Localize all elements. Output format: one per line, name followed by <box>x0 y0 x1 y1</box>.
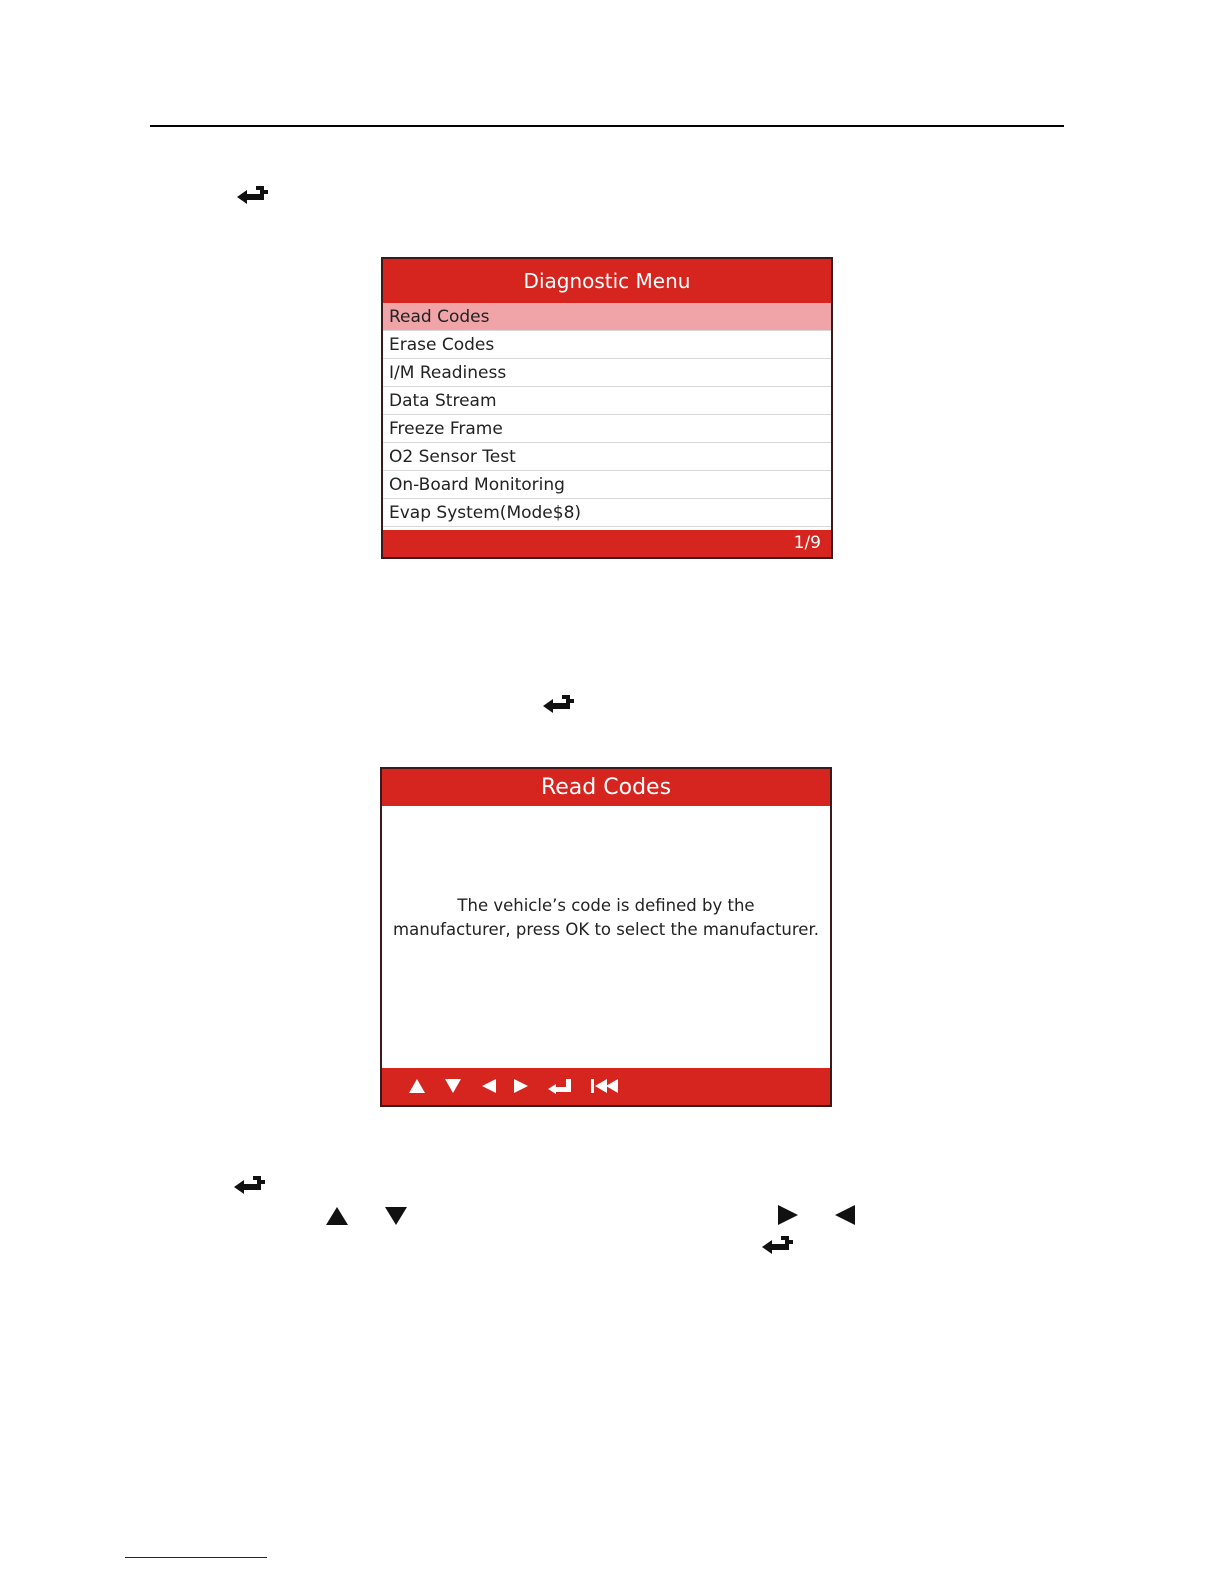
message-line-1: The vehicle’s code is defined by the <box>457 896 755 915</box>
enter-icon <box>236 184 270 206</box>
page-indicator: 1/9 <box>793 533 821 553</box>
menu-item-im-readiness[interactable]: I/M Readiness <box>383 359 831 387</box>
enter-icon <box>233 1174 267 1196</box>
read-codes-message <box>382 894 830 942</box>
enter-icon <box>542 693 576 715</box>
down-arrow-icon[interactable] <box>442 1076 464 1096</box>
left-arrow-icon[interactable] <box>478 1076 500 1096</box>
read-codes-title: Read Codes <box>382 769 830 806</box>
menu-item-freeze-frame[interactable]: Freeze Frame <box>383 415 831 443</box>
menu-footer <box>383 530 831 557</box>
enter-icon[interactable] <box>546 1076 574 1096</box>
up-arrow-icon <box>325 1206 349 1226</box>
left-arrow-icon <box>834 1204 856 1226</box>
menu-list <box>383 303 831 527</box>
diagnostic-menu-screen <box>381 257 833 559</box>
enter-icon <box>761 1234 795 1256</box>
right-arrow-icon[interactable] <box>510 1076 532 1096</box>
read-codes-screen <box>380 767 832 1107</box>
right-arrow-icon <box>777 1204 799 1226</box>
menu-item-on-board-monitoring[interactable]: On-Board Monitoring <box>383 471 831 499</box>
header-rule <box>150 125 1064 127</box>
read-codes-toolbar <box>382 1068 830 1105</box>
menu-item-o2-sensor-test[interactable]: O2 Sensor Test <box>383 443 831 471</box>
menu-title: Diagnostic Menu <box>383 259 831 303</box>
up-arrow-icon[interactable] <box>406 1076 428 1096</box>
menu-item-erase-codes[interactable]: Erase Codes <box>383 331 831 359</box>
menu-item-evap-system[interactable]: Evap System(Mode$8) <box>383 499 831 527</box>
message-line-2: manufacturer, press OK to select the manufacturer. <box>393 920 819 939</box>
footer-rule <box>125 1557 267 1558</box>
down-arrow-icon <box>384 1206 408 1226</box>
menu-item-data-stream[interactable]: Data Stream <box>383 387 831 415</box>
back-icon[interactable] <box>588 1076 620 1096</box>
menu-item-read-codes[interactable]: Read Codes <box>383 303 831 331</box>
